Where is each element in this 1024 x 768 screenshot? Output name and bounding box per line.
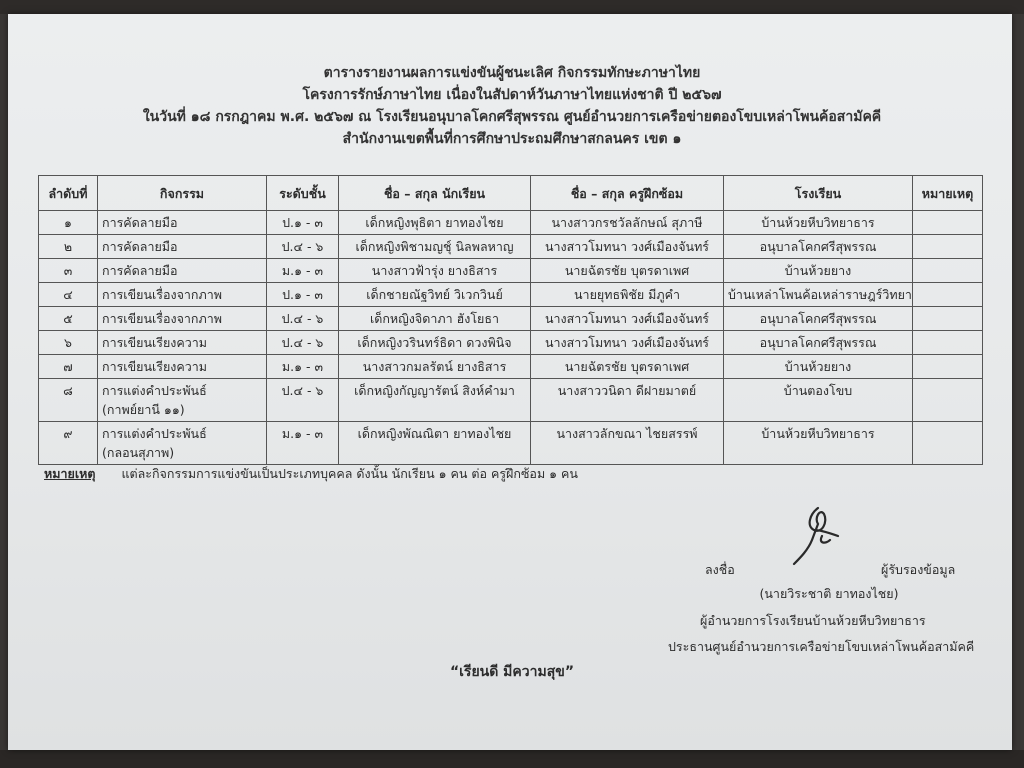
cell-no: ๖	[39, 331, 98, 355]
cell-remark	[913, 283, 983, 307]
cell-teacher: นางสาวโมทนา วงศ์เมืองจันทร์	[531, 235, 724, 259]
cell-activity: การเขียนเรื่องจากภาพ	[98, 307, 267, 331]
cell-remark	[913, 211, 983, 235]
cell-activity-sub: (กาพย์ยานี ๑๑)	[102, 402, 185, 417]
cell-no: ๗	[39, 355, 98, 379]
signer-role: ผู้รับรองข้อมูล	[881, 562, 956, 577]
signer-position-2: ประธานศูนย์อำนวยการเครือข่ายโขบเหล่าโพนค้อสามัคคี	[668, 639, 975, 654]
cell-student: เด็กหญิงจิดาภา ฮังโยธา	[339, 307, 531, 331]
col-header-student: ชื่อ – สกุล นักเรียน	[339, 176, 531, 211]
cell-teacher: นายฉัตรชัย บุตรดาเพศ	[531, 355, 724, 379]
cell-school: บ้านเหล่าโพนค้อเหล่าราษฎร์วิทยา	[724, 283, 913, 307]
cell-teacher: นางสาวโมทนา วงศ์เมืองจันทร์	[531, 331, 724, 355]
col-header-activity: กิจกรรม	[98, 176, 267, 211]
cell-activity-main: การแต่งคำประพันธ์	[102, 383, 207, 398]
signer-name: (นายวิระชาติ ยาทองไชย)	[759, 586, 899, 601]
sign-label: ลงชื่อ	[705, 562, 735, 577]
cell-no: ๒	[39, 235, 98, 259]
cell-remark	[913, 379, 983, 422]
cell-level: ป.๔ - ๖	[267, 379, 339, 422]
cell-level: ป.๔ - ๖	[267, 235, 339, 259]
cell-school: อนุบาลโคกศรีสุพรรณ	[724, 307, 913, 331]
cell-level: ป.๑ - ๓	[267, 283, 339, 307]
cell-remark	[913, 307, 983, 331]
cell-school: บ้านห้วยยาง	[724, 355, 913, 379]
cell-activity	[98, 422, 267, 465]
col-header-school: โรงเรียน	[724, 176, 913, 211]
document-header	[0, 62, 1024, 150]
cell-teacher: นางสาวลักขณา ไชยสรรพ์	[531, 422, 724, 465]
cell-no: ๕	[39, 307, 98, 331]
cell-remark	[913, 355, 983, 379]
cell-student: นางสาวกมลรัตน์ ยางธิสาร	[339, 355, 531, 379]
cell-school: บ้านตองโขบ	[724, 379, 913, 422]
cell-school: บ้านห้วยยาง	[724, 259, 913, 283]
cell-activity: การคัดลายมือ	[98, 211, 267, 235]
title-line-1: ตารางรายงานผลการแข่งขันผู้ชนะเลิศ กิจกรรมทักษะภาษาไทย	[323, 65, 701, 81]
cell-teacher: นายฉัตรชัย บุตรดาเพศ	[531, 259, 724, 283]
table-row	[39, 355, 983, 379]
cell-remark	[913, 422, 983, 465]
cell-no: ๔	[39, 283, 98, 307]
cell-no: ๑	[39, 211, 98, 235]
table-row	[39, 211, 983, 235]
title-line-2: โครงการรักษ์ภาษาไทย เนื่องในสัปดาห์วันภาษาไทยแห่งชาติ ปี ๒๕๖๗	[302, 87, 722, 103]
background-top	[0, 0, 1024, 14]
signature-image	[788, 500, 848, 570]
background-bottom	[0, 750, 1024, 768]
cell-school: บ้านห้วยหีบวิทยาธาร	[724, 422, 913, 465]
results-table	[38, 175, 983, 465]
table-row	[39, 283, 983, 307]
cell-teacher: นางสาวกรชวัลลักษณ์ สุภาษี	[531, 211, 724, 235]
slogan: “เรียนดี มีความสุข”	[449, 664, 575, 680]
cell-activity: การคัดลายมือ	[98, 235, 267, 259]
table-row	[39, 259, 983, 283]
table-row	[39, 379, 983, 422]
footnote-label: หมายเหตุ	[44, 466, 96, 481]
cell-level: ป.๔ - ๖	[267, 331, 339, 355]
cell-remark	[913, 331, 983, 355]
cell-activity-sub: (กลอนสุภาพ)	[102, 445, 175, 460]
cell-level: ม.๑ - ๓	[267, 355, 339, 379]
cell-no: ๙	[39, 422, 98, 465]
cell-level: ป.๑ - ๓	[267, 211, 339, 235]
cell-student: เด็กชายณัฐวิทย์ วิเวกวินย์	[339, 283, 531, 307]
cell-student: เด็กหญิงวรินทร์ธิดา ดวงพินิจ	[339, 331, 531, 355]
cell-school: บ้านห้วยหีบวิทยาธาร	[724, 211, 913, 235]
title-line-4: สำนักงานเขตพื้นที่การศึกษาประถมศึกษาสกลนคร เขต ๑	[342, 131, 682, 147]
col-header-no: ลำดับที่	[39, 176, 98, 211]
cell-teacher: นายยุทธพิชัย มีภูคำ	[531, 283, 724, 307]
cell-student: เด็กหญิงกัญญารัตน์ สิงห์คำมา	[339, 379, 531, 422]
cell-activity: การเขียนเรียงความ	[98, 331, 267, 355]
col-header-remark: หมายเหตุ	[913, 176, 983, 211]
table-row	[39, 307, 983, 331]
table-header-row	[39, 176, 983, 211]
cell-teacher: นางสาวโมทนา วงศ์เมืองจันทร์	[531, 307, 724, 331]
cell-level: ม.๑ - ๓	[267, 422, 339, 465]
cell-activity-main: การแต่งคำประพันธ์	[102, 426, 207, 441]
footnote-text: แต่ละกิจกรรมการแข่งขันเป็นประเภทบุคคล ดังนั้น นักเรียน ๑ คน ต่อ ครูฝึกซ้อม ๑ คน	[121, 466, 578, 481]
col-header-level: ระดับชั้น	[267, 176, 339, 211]
table-row	[39, 422, 983, 465]
col-header-teacher: ชื่อ – สกุล ครูฝึกซ้อม	[531, 176, 724, 211]
cell-teacher: นางสาววนิดา ดีฝายมาตย์	[531, 379, 724, 422]
cell-student: เด็กหญิงพุธิตา ยาทองไชย	[339, 211, 531, 235]
table-row	[39, 235, 983, 259]
cell-activity: การเขียนเรื่องจากภาพ	[98, 283, 267, 307]
cell-activity: การคัดลายมือ	[98, 259, 267, 283]
title-line-3: ในวันที่ ๑๘ กรกฎาคม พ.ศ. ๒๕๖๗ ณ โรงเรียนอนุบาลโคกศรีสุพรรณ ศูนย์อำนวยการเครือข่ายตองโขบเหล่าโพนค้อสามัคคี	[142, 109, 882, 125]
cell-no: ๘	[39, 379, 98, 422]
footnote	[44, 464, 578, 484]
cell-school: อนุบาลโคกศรีสุพรรณ	[724, 331, 913, 355]
cell-level: ป.๔ - ๖	[267, 307, 339, 331]
cell-remark	[913, 235, 983, 259]
signer-position-1: ผู้อำนวยการโรงเรียนบ้านห้วยหีบวิทยาธาร	[700, 613, 926, 628]
cell-school: อนุบาลโคกศรีสุพรรณ	[724, 235, 913, 259]
cell-activity: การเขียนเรียงความ	[98, 355, 267, 379]
cell-level: ม.๑ - ๓	[267, 259, 339, 283]
cell-student: นางสาวฟ้ารุ่ง ยางธิสาร	[339, 259, 531, 283]
cell-remark	[913, 259, 983, 283]
cell-activity	[98, 379, 267, 422]
cell-student: เด็กหญิงพัณณิตา ยาทองไชย	[339, 422, 531, 465]
cell-student: เด็กหญิงพิชามญชุ์ นิลพลหาญ	[339, 235, 531, 259]
cell-no: ๓	[39, 259, 98, 283]
table-row	[39, 331, 983, 355]
